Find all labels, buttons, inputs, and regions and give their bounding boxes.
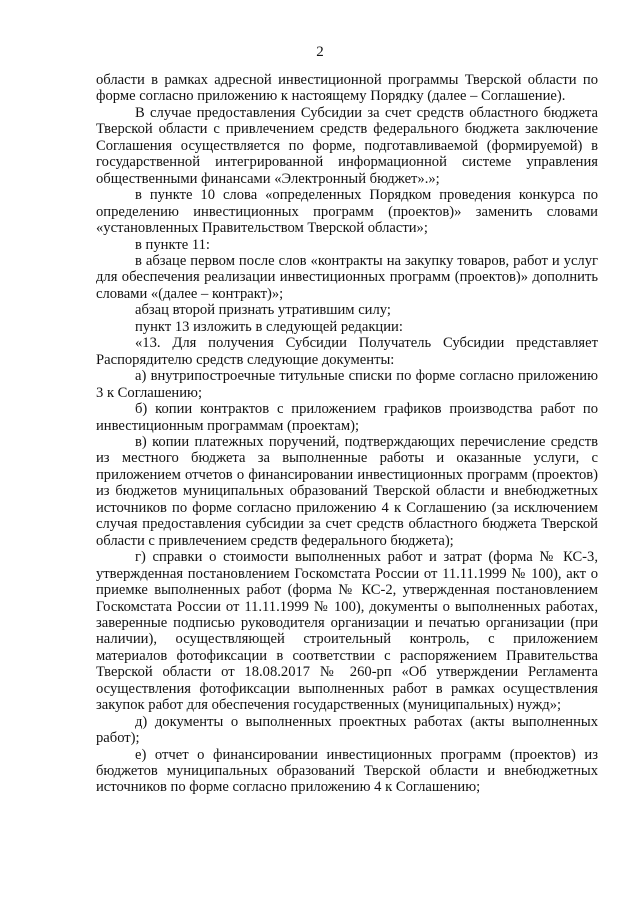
paragraph-point-13: «13. Для получения Субсидии Получатель Субсидии представляет Распорядителю средств следующие документы:: [96, 335, 598, 368]
page-number: 2: [316, 44, 324, 60]
document-body: [96, 72, 598, 796]
list-item-e: е) отчет о финансировании инвестиционных программ (проектов) из бюджетов муниципальных образований Тверской области и внебюджетных источников по форме согласно приложению 4 к Соглашению;: [96, 746, 598, 796]
list-item-g: г) справки о стоимости выполненных работ и затрат (форма № КС-3, утвержденная постановлением Госкомстата России от 11.11.1999 № 100), акт о приемке выполненных работ (форма № КС-2, утвержденная постановлением Госкомстата России от 11.11.1999 № 100), документы о выполненных работах, заверенные подписью руководителя организации и печатью организации (при наличии), осуществляющей строительный контроль, с приложением материалов фотофиксации в соответствии с распоряжением Правительства Тверской области от 18.08.2017 № 260-рп «Об утверждении Регламента осуществления фотофиксации выполненных работ в рамках осуществления закупок работ для обеспечения государственных (муниципальных) нужд»;: [96, 549, 598, 714]
paragraph-point-10: в пункте 10 слова «определенных Порядком проведения конкурса по определению инвестиционных программ (проектов)» заменить словами «установленных Правительством Тверской области»;: [96, 187, 598, 237]
paragraph-second-subparagraph: абзац второй признать утратившим силу;: [135, 302, 391, 319]
paragraph-point-11: в пункте 11:: [135, 236, 210, 253]
paragraph-point-13-intro: пункт 13 изложить в следующей редакции:: [135, 318, 403, 335]
list-item-v: в) копии платежных поручений, подтверждающих перечисление средств из местного бюджета за выполненные работы и оказанные услуги, с приложением отчетов о финансировании инвестиционных программ (проектов) из бюджетов муниципальных образований Тверской области и внебюджетных источников по форме согласно приложению 4 к Соглашению (за исключением случая предоставления субсидии за счет средств областного бюджета Тверской области с привлечением средств федерального бюджета);: [96, 433, 598, 549]
paragraph-first-subparagraph: в абзаце первом после слов «контракты на закупку товаров, работ и услуг для обеспечения реализации инвестиционных программ (проектов)» дополнить словами «(далее – контракт)»;: [96, 252, 598, 302]
paragraph-continuation: области в рамках адресной инвестиционной программы Тверской области по форме согласно приложению к настоящему Порядку (далее – Соглашение).: [96, 72, 598, 105]
list-item-a: а) внутрипостроечные титульные списки по форме согласно приложению 3 к Соглашению;: [96, 368, 598, 401]
list-item-b: б) копии контрактов с приложением графиков производства работ по инвестиционным программам (проектам);: [96, 401, 598, 434]
paragraph-federal-budget-case: В случае предоставления Субсидии за счет средств областного бюджета Тверской области с привлечением средств федерального бюджета заключение Соглашения осуществляется по форме, подготавливаемой (формируемой) в государственной интегрированной информационной системе управления общественными финансами «Электронный бюджет».»;: [96, 104, 598, 187]
list-item-d: д) документы о выполненных проектных работах (акты выполненных работ);: [96, 713, 598, 747]
